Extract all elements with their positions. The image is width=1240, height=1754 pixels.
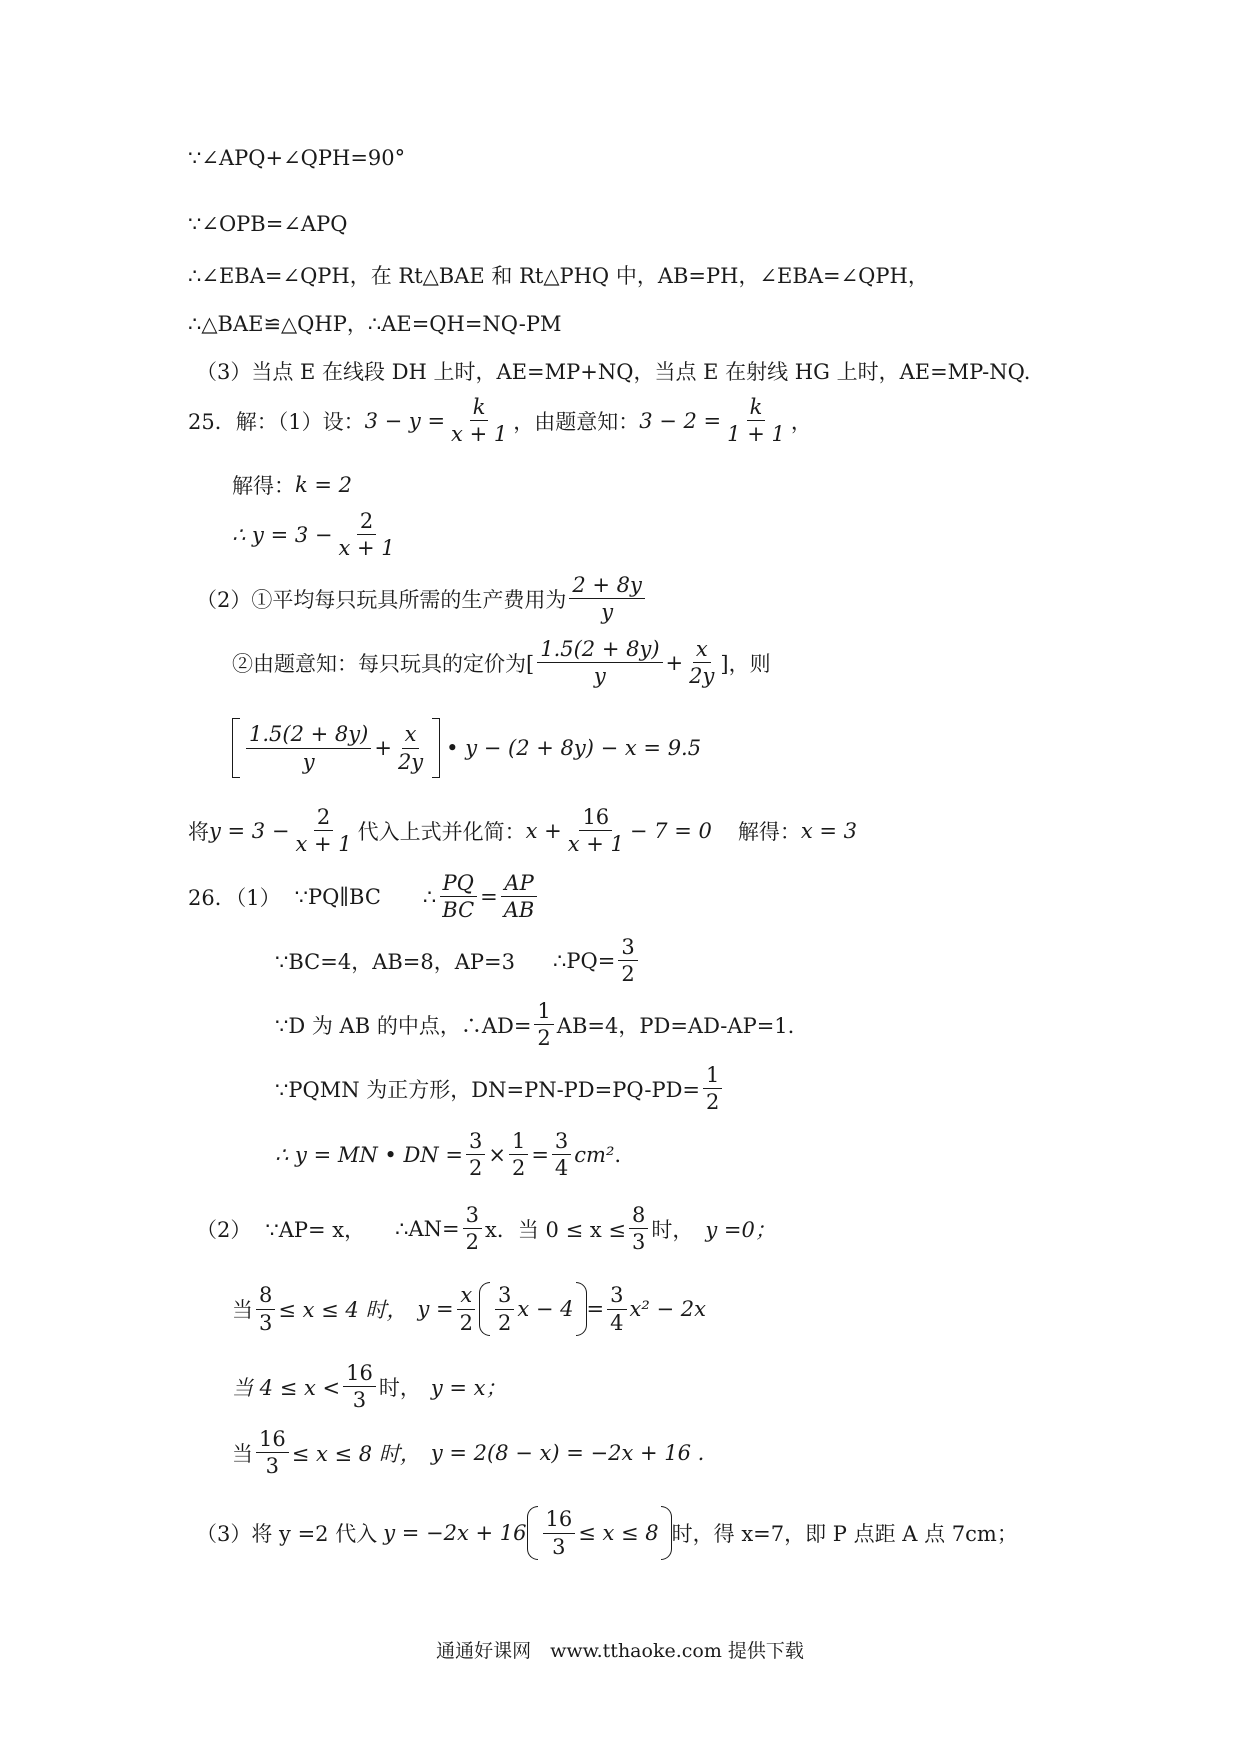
numerator: x	[693, 638, 711, 663]
fraction	[724, 396, 788, 445]
expr: 3 − 2 =	[639, 408, 722, 433]
equals: =	[531, 1142, 549, 1167]
text: （2）	[196, 1217, 252, 1242]
numerator: 1.5(2 + 8y)	[246, 723, 371, 748]
fraction	[629, 1204, 648, 1253]
fraction	[501, 872, 538, 921]
line-text: ∴△BAE≌△QHP，∴AE=QH=NQ-PM	[188, 312, 562, 336]
text: 时，	[378, 1375, 421, 1400]
denominator: 2	[459, 1310, 473, 1335]
denominator: 3	[352, 1388, 367, 1413]
denominator: 3	[265, 1454, 280, 1479]
expr: y = 3 −	[209, 818, 290, 843]
numerator: x	[457, 1284, 475, 1309]
denominator: 2	[468, 1156, 483, 1181]
text: ∴AN=	[395, 1216, 460, 1241]
q25-substitute-line	[188, 806, 857, 855]
fraction	[463, 1204, 482, 1253]
fraction	[607, 1284, 626, 1333]
denominator: x + 1	[451, 422, 508, 447]
text: 解得：	[232, 474, 295, 498]
expr: y =	[417, 1297, 454, 1321]
denominator: 2	[498, 1310, 512, 1335]
text: x．当 0 ≤ x ≤	[485, 1217, 626, 1242]
q26-line-1	[188, 872, 540, 921]
fraction	[552, 1130, 571, 1179]
denominator: 3	[259, 1310, 273, 1335]
text: .	[614, 1142, 622, 1167]
left-paren	[479, 1282, 490, 1336]
expr: y =0；	[705, 1217, 776, 1242]
denominator: x + 1	[567, 832, 624, 857]
text-line	[188, 146, 405, 170]
fraction	[256, 1284, 275, 1333]
line-text: ∴∠EBA=∠QPH，在 Rt△BAE 和 Rt△PHQ 中，AB=PH，∠EBA=∠QPH，	[188, 264, 929, 288]
text: ∵PQMN 为正方形，DN=PN-PD=PQ-PD=	[275, 1077, 701, 1102]
denominator: 2	[465, 1230, 480, 1255]
expr: x² − 2x	[629, 1297, 706, 1321]
q25-equation-line	[232, 718, 701, 778]
right-paren	[576, 1282, 587, 1336]
q25-set-line	[188, 396, 812, 445]
denominator: 2y	[397, 749, 424, 774]
denominator: 4	[554, 1156, 569, 1181]
expr: y = −2x + 16	[383, 1521, 527, 1545]
text-line	[196, 356, 1030, 386]
text: 代入上式并化简：	[357, 819, 526, 844]
expr: x +	[525, 818, 562, 843]
equals: =	[480, 884, 498, 909]
plus: +	[374, 736, 392, 760]
fraction	[256, 1428, 289, 1477]
q26-part3-line	[196, 1506, 1018, 1560]
right-paren	[661, 1506, 672, 1560]
fraction	[534, 1000, 553, 1049]
numerator: 3	[552, 1130, 571, 1155]
fraction	[703, 1064, 722, 1113]
expr: 3 − y =	[364, 408, 446, 433]
fraction	[565, 806, 627, 855]
text: AB=4，PD=AD-AP=1.	[556, 1013, 795, 1038]
fraction	[543, 1508, 576, 1557]
expr: x = 3	[800, 818, 857, 843]
numerator: 8	[629, 1204, 648, 1229]
denominator: 2	[511, 1156, 526, 1181]
fraction	[395, 723, 426, 772]
q26-line-2	[275, 936, 641, 985]
numerator: 16	[256, 1428, 289, 1453]
denominator: y	[601, 600, 614, 625]
q26-case-1	[232, 1282, 706, 1336]
q25-label: 25．解：（1）设：	[188, 409, 365, 434]
expr: y = x；	[430, 1375, 507, 1400]
q26-line-5	[275, 1130, 621, 1179]
q26-label: 26．（1）	[188, 885, 281, 910]
numerator: 1	[703, 1064, 722, 1089]
numerator: k	[470, 396, 489, 421]
q26-case-3	[232, 1428, 704, 1477]
text: ∴PQ=	[553, 948, 616, 973]
right-bracket	[432, 718, 440, 778]
text: ]，则	[720, 651, 771, 676]
denominator: 4	[610, 1310, 624, 1335]
text: 当	[232, 1441, 253, 1466]
numerator: 3	[495, 1284, 514, 1309]
text-line	[188, 212, 347, 236]
denominator: 2	[537, 1026, 551, 1051]
text-line	[188, 260, 929, 290]
q25-2b-line	[232, 638, 771, 687]
denominator: 2	[621, 962, 635, 987]
numerator: 1	[509, 1130, 528, 1155]
denominator: 2	[706, 1090, 720, 1115]
denominator: y	[593, 664, 606, 689]
fraction	[343, 1362, 376, 1411]
fraction	[439, 872, 477, 921]
fraction	[537, 638, 662, 687]
text: ∵D 为 AB 的中点，∴AD=	[275, 1013, 532, 1038]
fraction	[569, 574, 645, 623]
expr: − 7 = 0	[629, 818, 712, 843]
denominator: 3	[552, 1534, 566, 1559]
numerator: 3	[618, 936, 637, 961]
numerator: 2 + 8y	[569, 574, 645, 599]
denominator: 2y	[689, 664, 715, 689]
numerator: 2	[357, 510, 376, 535]
numerator: PQ	[440, 872, 477, 897]
denominator: AB	[503, 898, 535, 923]
numerator: 3	[463, 1204, 482, 1229]
fraction	[466, 1130, 485, 1179]
text: 当	[232, 1298, 253, 1322]
text: 将	[188, 819, 209, 844]
q26-line-3	[275, 1000, 794, 1049]
plus: +	[665, 650, 684, 675]
fraction	[686, 638, 717, 687]
fraction	[509, 1130, 528, 1179]
numerator: k	[747, 396, 766, 421]
unit: cm²	[574, 1142, 615, 1167]
denominator: BC	[442, 898, 475, 923]
expr: ≤ x ≤ 4 时，	[278, 1298, 408, 1322]
fraction	[457, 1284, 476, 1333]
expr: x − 4	[517, 1297, 574, 1321]
fraction	[495, 1284, 514, 1333]
page-footer: 通通好课网 www.tthaoke.com 提供下载	[436, 1640, 804, 1662]
times: ×	[488, 1142, 506, 1167]
fraction	[292, 806, 354, 855]
q26-case-2	[232, 1362, 507, 1411]
fraction	[448, 396, 510, 445]
numerator: 16	[543, 1508, 576, 1533]
numerator: 2	[314, 806, 333, 831]
text: 解得：	[737, 819, 801, 844]
numerator: 16	[343, 1362, 376, 1387]
denominator: x + 1	[295, 832, 352, 857]
fraction	[618, 936, 637, 985]
text: （2）①平均每只玩具所需的生产费用为	[196, 587, 567, 612]
equals: =	[586, 1297, 605, 1321]
text: 时，	[651, 1217, 694, 1242]
q26-part2-line	[196, 1204, 776, 1253]
numerator: 3	[607, 1284, 626, 1309]
numerator: 1.5(2 + 8y)	[537, 638, 662, 663]
text: ∵BC=4，AB=8，AP=3	[275, 949, 516, 974]
expr: • y − (2 + 8y) − x = 9.5	[446, 736, 702, 760]
line-text: ∵∠APQ+∠QPH=90°	[188, 146, 406, 170]
q26-line-4	[275, 1064, 725, 1113]
numerator: 8	[256, 1284, 275, 1309]
fraction	[335, 510, 397, 559]
left-paren	[527, 1506, 538, 1560]
text: ∵PQ∥BC	[294, 884, 381, 909]
expr: ∴ y = 3 −	[232, 522, 333, 547]
text: ∵AP= x，	[265, 1217, 366, 1242]
numerator: AP	[501, 872, 536, 897]
text: ∴	[422, 884, 437, 909]
line-text: ∵∠OPB=∠APQ	[188, 212, 348, 236]
line-text: （3）当点 E 在线段 DH 上时，AE=MP+NQ，当点 E 在射线 HG 上时，AE=MP-NQ.	[196, 360, 1031, 384]
numerator: 3	[466, 1130, 485, 1155]
text: 时，得 x=7，即 P 点距 A 点 7cm；	[671, 1522, 1018, 1546]
expr: ≤ x ≤ 8 时，	[291, 1441, 421, 1466]
fraction	[246, 723, 371, 772]
text: ②由题意知：每只玩具的定价为[	[232, 651, 535, 676]
expr: k = 2	[295, 473, 353, 497]
numerator: x	[402, 723, 420, 748]
denominator: 3	[631, 1230, 646, 1255]
expr: 当 4 ≤ x <	[232, 1375, 341, 1400]
expr: ∴ y = MN • DN =	[275, 1142, 463, 1167]
numerator: 16	[579, 806, 612, 831]
q25-y-line	[232, 510, 401, 559]
text: （3）将 y =2 代入	[196, 1522, 378, 1546]
left-bracket	[232, 718, 240, 778]
q25-solve-line	[232, 470, 352, 500]
denominator: 1 + 1	[727, 422, 785, 447]
expr: ≤ x ≤ 8	[578, 1521, 659, 1545]
text: ，由题意知：	[513, 409, 640, 434]
text-line	[188, 308, 562, 338]
q25-2a-line	[196, 574, 648, 623]
denominator: y	[302, 749, 315, 774]
text: ，	[790, 409, 812, 434]
denominator: x + 1	[338, 536, 395, 561]
expr: y = 2(8 − x) = −2x + 16 .	[430, 1440, 705, 1465]
numerator: 1	[534, 1000, 553, 1025]
